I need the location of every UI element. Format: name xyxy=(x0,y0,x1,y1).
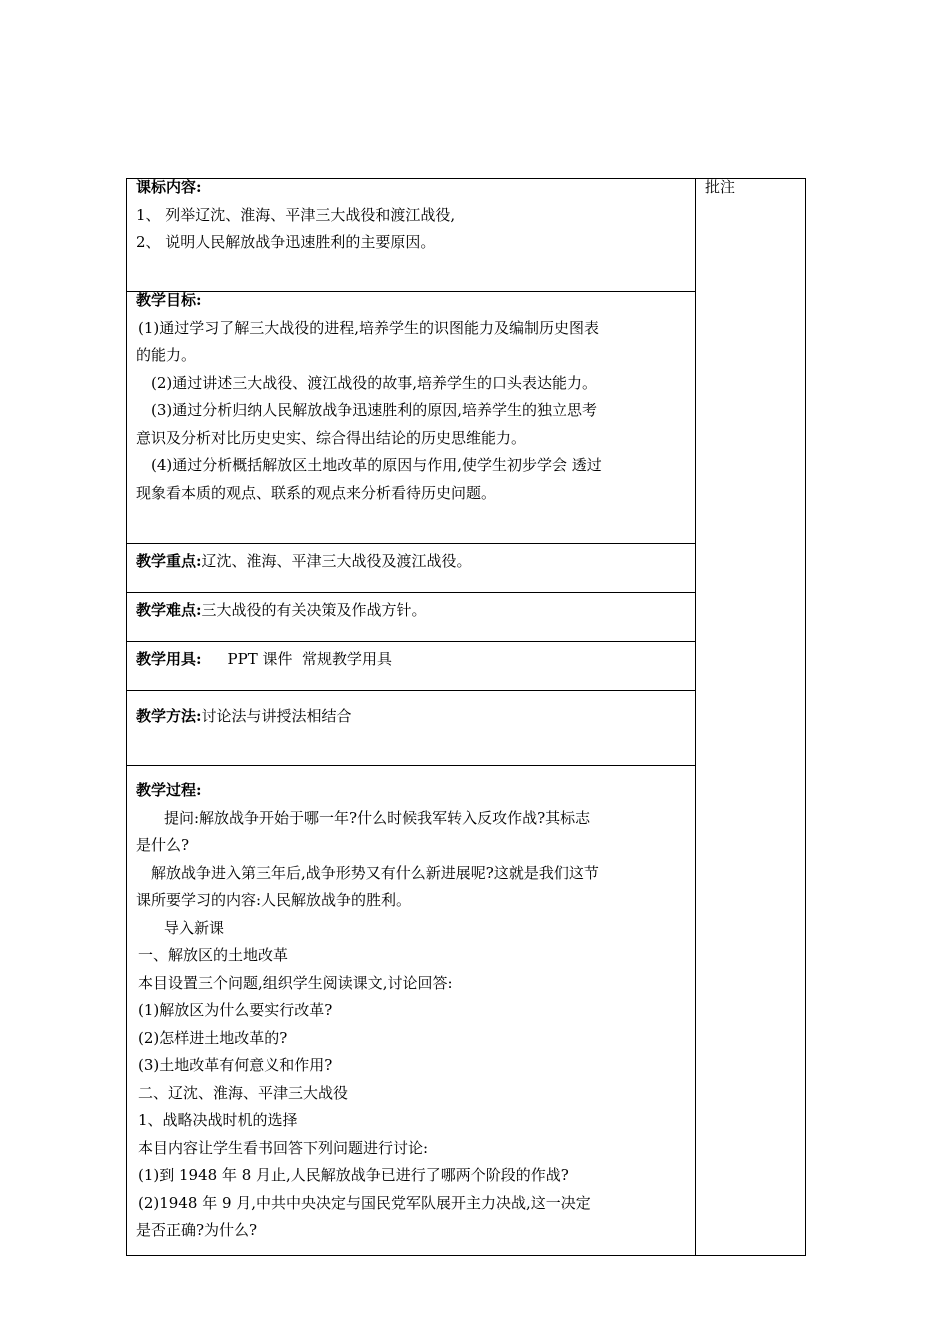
process-line: (1)解放区为什么要实行改革? xyxy=(138,1001,333,1019)
objective-line: (1)通过学习了解三大战役的进程,培养学生的识图能力及编制历史图表 xyxy=(138,318,600,337)
tools-label: 教学用具: xyxy=(136,650,202,668)
process-line: 是否正确?为什么? xyxy=(136,1221,258,1239)
process-line: 本目内容让学生看书回答下列问题进行讨论: xyxy=(138,1138,429,1157)
objective-line: (2)通过讲述三大战役、渡江战役的故事,培养学生的口头表达能力。 xyxy=(151,373,598,392)
objective-line: (3)通过分析归纳人民解放战争迅速胜利的原因,培养学生的独立思考 xyxy=(151,401,598,419)
objective-line: 意识及分析对比历史史实、综合得出结论的历史思维能力。 xyxy=(136,428,527,447)
tools-section xyxy=(136,646,688,674)
process-line: 解放战争进入第三年后,战争形势又有什么新进展呢?这就是我们这节 xyxy=(151,863,599,882)
row-divider xyxy=(126,641,696,642)
process-section xyxy=(136,777,688,1245)
process-line: 1、战略决战时机的选择 xyxy=(138,1111,298,1129)
standards-item: 2、 说明人民解放战争迅速胜利的主要原因。 xyxy=(136,233,436,251)
row-divider xyxy=(126,592,696,593)
row-divider xyxy=(126,543,696,544)
objective-line: 现象看本质的观点、联系的观点来分析看待历史问题。 xyxy=(136,483,497,502)
focus-text: 辽沈、淮海、平津三大战役及渡江战役。 xyxy=(201,552,472,570)
objectives-section xyxy=(136,287,688,507)
process-line: (2)1948 年 9 月,中共中央决定与国民党军队展开主力决战,这一决定 xyxy=(138,1193,591,1212)
annotation-column-label: 批注 xyxy=(705,178,736,196)
objective-line: 的能力。 xyxy=(136,346,197,364)
row-divider xyxy=(126,765,696,766)
process-line: 一、解放区的土地改革 xyxy=(138,946,289,964)
process-line: 二、辽沈、淮海、平津三大战役 xyxy=(138,1083,349,1102)
method-label: 教学方法: xyxy=(136,707,202,725)
method-section xyxy=(136,703,688,731)
process-line: (2)怎样进土地改革的? xyxy=(138,1028,288,1047)
process-line: 本目设置三个问题,组织学生阅读课文,讨论回答: xyxy=(138,973,453,992)
focus-section xyxy=(136,548,688,576)
column-divider xyxy=(695,178,696,1256)
focus-label: 教学重点: xyxy=(136,552,202,570)
objective-line: (4)通过分析概括解放区土地改革的原因与作用,使学生初步学会 透过 xyxy=(151,456,602,474)
process-line: (3)土地改革有何意义和作用? xyxy=(138,1056,333,1074)
process-line: 提问:解放战争开始于哪一年?什么时候我军转入反攻作战?其标志 xyxy=(164,808,591,827)
difficulty-label: 教学难点: xyxy=(136,601,202,619)
tools-text: PPT 课件 常规教学用具 xyxy=(227,650,393,668)
standards-section xyxy=(136,174,688,257)
process-line: 课所要学习的内容:人民解放战争的胜利。 xyxy=(136,891,412,909)
process-line: 导入新课 xyxy=(164,918,225,937)
objectives-heading: 教学目标: xyxy=(136,291,202,309)
process-heading: 教学过程: xyxy=(136,781,202,799)
process-line: 是什么? xyxy=(136,836,190,854)
standards-heading: 课标内容: xyxy=(136,178,202,196)
row-divider xyxy=(126,690,696,691)
method-text: 讨论法与讲授法相结合 xyxy=(201,707,352,725)
process-line: (1)到 1948 年 8 月止,人民解放战争已进行了哪两个阶段的作战? xyxy=(138,1166,569,1184)
standards-item: 1、 列举辽沈、淮海、平津三大战役和渡江战役, xyxy=(136,205,456,224)
difficulty-text: 三大战役的有关决策及作战方针。 xyxy=(201,601,427,619)
difficulty-section xyxy=(136,597,688,625)
